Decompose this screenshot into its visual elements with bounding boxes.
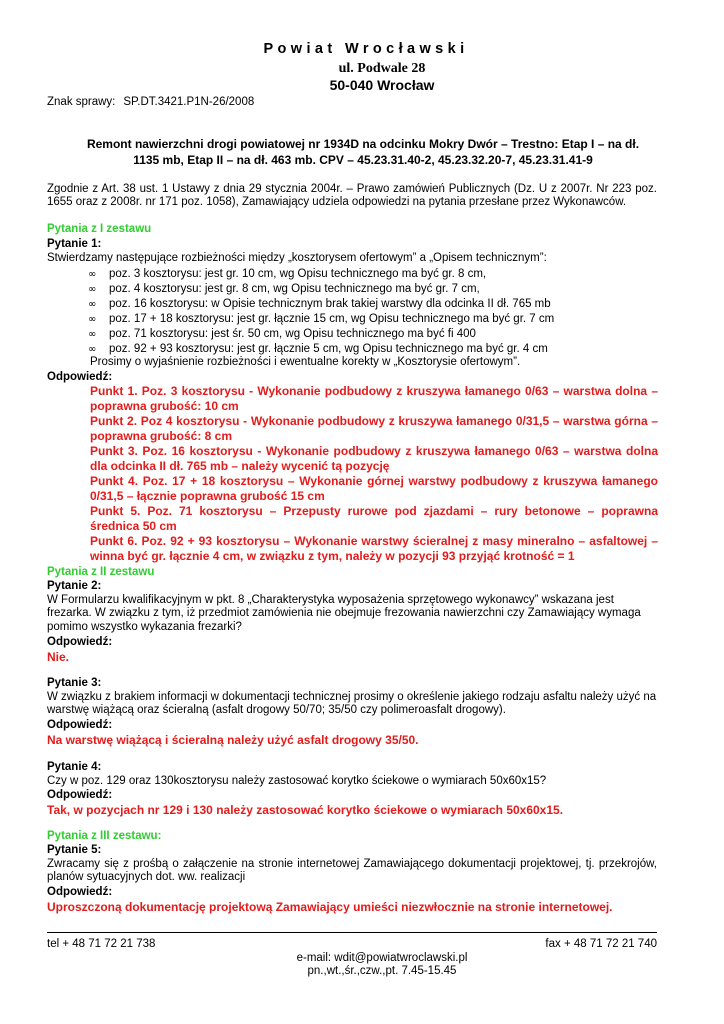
office-city: 50-040 Wrocław (329, 77, 435, 93)
question-2-label: Pytanie 2: (47, 580, 102, 592)
question-2-text: W Formularzu kwalifikacyjnym w pkt. 8 „Charakterystyka wyposażenia sprzętowego wykonawcy” wskazana jest frezarka. W związku z tym, iż przedmiot zamówienia nie obejmuje frezowania nawierzchni czy Zamawiający wymaga pomimo wszystko wykazania frezarki? (47, 594, 641, 633)
case-number: SP.DT.3421.P1N-26/2008 (123, 96, 255, 108)
answer-point-3: Punkt 3. Poz. 16 kosztorysu - Wykonanie podbudowy z kruszywa łamanego 0/63 – warstwa dolna dla odcinka II dł. 765 mb – należy wycenić tą pozycję (90, 444, 658, 473)
answer-4-label: Odpowiedź: (47, 789, 113, 801)
intro-paragraph: Zgodnie z Art. 38 ust. 1 Ustawy z dnia 29 stycznia 2004r. – Prawo zamówień Publicznych (Dz. U z 2007r. Nr 223 poz. 1655 oraz z 2008r. nr 171 poz. 1058), Zamawiający udziela odpowiedzi na pytania przesłane przez Wykonawców. (47, 183, 657, 209)
answer-2-label: Odpowiedź: (47, 636, 113, 648)
list-item (88, 283, 554, 298)
subject-line-1: Remont nawierzchni drogi powiatowej nr 1934D na odcinku Mokry Dwór – Trestno: Etap I – na dł. (86, 137, 640, 151)
answer-1-label: Odpowiedź: (47, 371, 113, 383)
office-title: Powiat Wrocławski (263, 41, 469, 57)
discrepancy-list (88, 268, 554, 358)
list-item (88, 328, 554, 343)
infinity-bullet-icon: ∞ (88, 299, 97, 310)
answer-5-text: Uproszczoną dokumentację projektową Zamawiający umieści niezwłocznie na stronie internetowej. (47, 900, 613, 914)
answer-5-label: Odpowiedź: (47, 886, 113, 898)
question-4-text: Czy w poz. 129 oraz 130kosztorysu należy zastosować korytko ściekowe o wymiarach 50x60x15? (47, 775, 547, 787)
answer-4-text: Tak, w pozycjach nr 129 i 130 należy zastosować korytko ściekowe o wymiarach 50x60x15. (47, 803, 564, 817)
answer-point-4: Punkt 4. Poz. 17 + 18 kosztorysu – Wykonanie górnej warstwy podbudowy z kruszywa łamanego 0/31,5 – łącznie poprawna grubość 15 cm (90, 474, 658, 503)
infinity-bullet-icon: ∞ (88, 269, 97, 280)
office-street: ul. Podwale 28 (338, 61, 426, 76)
footer-fax: fax + 48 71 72 21 740 (545, 938, 657, 950)
answer-3-text: Na warstwę wiążącą i ścieralną należy użyć asfalt drogowy 35/50. (47, 733, 419, 747)
answer-2-text: Nie. (47, 650, 70, 664)
document-subject (47, 137, 679, 168)
question-1-closing: Prosimy o wyjaśnienie rozbieżności i ewentualne korekty w „Kosztorysie ofertowym”. (90, 356, 521, 368)
list-item (88, 313, 554, 328)
answer-3-label: Odpowiedź: (47, 719, 113, 731)
case-reference (47, 96, 262, 109)
case-label: Znak sprawy: (47, 96, 116, 108)
list-item-text: poz. 3 kosztorysu: jest gr. 10 cm, wg Opisu technicznego ma być gr. 8 cm, (109, 268, 487, 280)
footer-email[interactable]: e-mail: wdit@powiatwroclawski.pl (296, 952, 468, 964)
list-item (88, 298, 554, 313)
footer-phone: tel + 48 71 72 21 738 (47, 938, 156, 950)
set3-heading: Pytania z III zestawu: (47, 830, 162, 842)
list-item-text: poz. 16 kosztorysu: w Opisie technicznym brak takiej warstwy dla odcinka II dł. 765 mb (109, 298, 551, 310)
subject-line-2: 1135 mb, Etap II – na dł. 463 mb. CPV – 45.23.31.40-2, 45.23.32.20-7, 45.23.31.41-9 (133, 152, 593, 167)
list-item-text: poz. 92 + 93 kosztorysu: jest gr. łącznie 5 cm, wg Opisu technicznego ma być gr. 4 cm (109, 343, 548, 355)
infinity-bullet-icon: ∞ (88, 284, 97, 295)
footer-divider (47, 932, 657, 933)
infinity-bullet-icon: ∞ (88, 329, 97, 340)
infinity-bullet-icon: ∞ (88, 314, 97, 325)
set1-heading: Pytania z I zestawu (47, 223, 152, 235)
list-item-text: poz. 71 kosztorysu: jest śr. 50 cm, wg Opisu technicznego ma być fi 400 (109, 328, 476, 340)
question-1-label: Pytanie 1: (47, 238, 102, 250)
answer-point-5: Punkt 5. Poz. 71 kosztorysu – Przepusty rurowe pod zjazdami – rury betonowe – poprawna średnica 50 cm (90, 504, 658, 533)
list-item-text: poz. 17 + 18 kosztorysu: jest gr. łącznie 15 cm, wg Opisu technicznego ma być gr. 7 cm (109, 313, 555, 325)
list-item (88, 268, 554, 283)
answer-point-1: Punkt 1. Poz. 3 kosztorysu - Wykonanie podbudowy z kruszywa łamanego 0/63 – warstwa dolna – poprawna grubość: 10 cm (90, 384, 658, 413)
question-5-text: Zwracamy się z prośbą o załączenie na stronie internetowej Zamawiającego dokumentacji projektowej, tj. przekrojów, planów sytuacyjnych dot. ww. realizacji (47, 858, 657, 884)
question-3-text: W związku z brakiem informacji w dokumentacji technicznej prosimy o określenie jakiego rodzaju asfaltu należy użyć na warstwę wiążącą oraz ścieralną (asfalt drogowy 50/70; 35/50 czy polimeroasfalt drogowy). (47, 691, 657, 717)
question-1-text: Stwierdzamy następujące rozbieżności między „kosztorysem ofertowym” a „Opisem technicznym”: (47, 252, 547, 264)
answer-point-6: Punkt 6. Poz. 92 + 93 kosztorysu – Wykonanie warstwy ścieralnej z masy mineralno – asfaltowej – winna być gr. łącznie 4 cm, w związku z tym, należy w pozycji 93 przyjąć krotność = 1 (90, 534, 658, 563)
footer-office-hours: pn.,wt.,śr.,czw.,pt. 7.45-15.45 (307, 965, 457, 977)
list-item-text: poz. 4 kosztorysu: jest gr. 8 cm, wg Opisu technicznego ma być gr. 7 cm, (109, 283, 480, 295)
infinity-bullet-icon: ∞ (88, 344, 97, 355)
question-3-label: Pytanie 3: (47, 677, 102, 689)
answer-point-2: Punkt 2. Poz 4 kosztorysu - Wykonanie podbudowy z kruszywa łamanego 0/31,5 – warstwa górna – poprawna grubość: 8 cm (90, 414, 658, 443)
set2-heading: Pytania z II zestawu (47, 566, 155, 578)
question-5-label: Pytanie 5: (47, 844, 102, 856)
question-4-label: Pytanie 4: (47, 761, 102, 773)
